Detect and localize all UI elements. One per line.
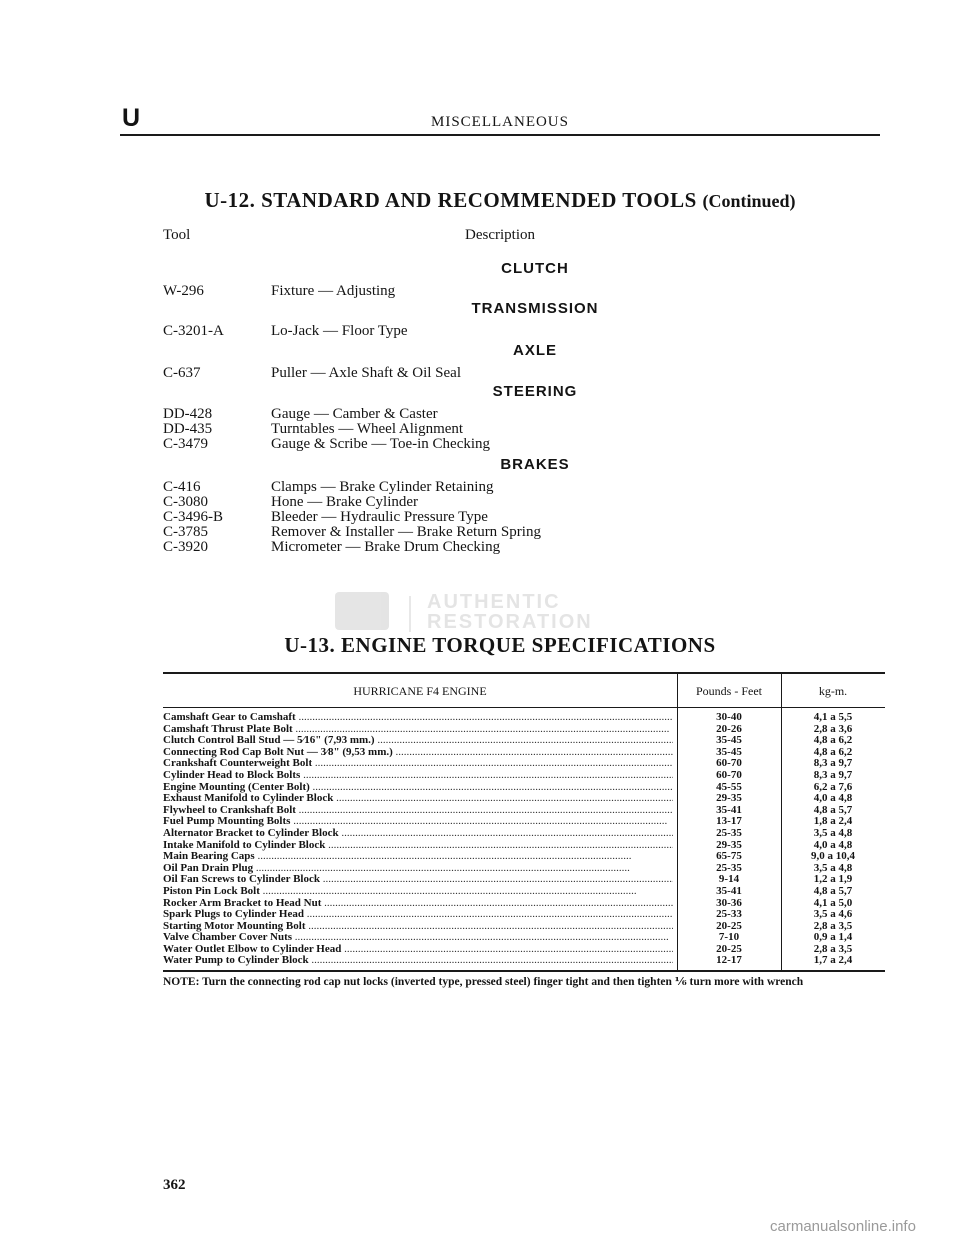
table-row (163, 863, 885, 875)
table-row (163, 782, 885, 794)
torque-pounds-feet: 35-41 (716, 803, 742, 816)
torque-spec-name: Main Bearing Caps ..... (163, 851, 673, 863)
section-letter: U (122, 104, 141, 132)
table-row (163, 874, 885, 886)
engine-column-header: HURRICANE F4 ENGINE (353, 684, 487, 698)
torque-pounds-feet: 25-33 (716, 908, 742, 921)
tool-description: Fixture — Adjusting (271, 283, 396, 299)
tool-code: C-637 (163, 365, 201, 381)
torque-spec-name: Oil Pan Drain Plug ..... (163, 863, 673, 875)
torque-spec-name: Piston Pin Lock Bolt ..... (163, 886, 673, 898)
tool-description: Hone — Brake Cylinder (271, 494, 419, 510)
tool-category-heading: CLUTCH (501, 260, 569, 277)
tool-code: DD-428 (163, 406, 213, 422)
torque-spec-name: Crankshaft Counterweight Bolt ..... (163, 758, 673, 770)
tool-code: C-3201-A (163, 323, 224, 339)
torque-kg-m: 1,2 a 1,9 (813, 873, 853, 886)
torque-kg-m: 2,8 a 3,5 (813, 942, 853, 955)
torque-pounds-feet: 30-36 (716, 896, 742, 909)
footer-watermark: carmanualsonline.info (770, 1218, 916, 1235)
torque-kg-m: 2,8 a 3,6 (813, 722, 853, 735)
torque-kg-m: 8,3 a 9,7 (813, 757, 853, 770)
table-row (163, 805, 885, 817)
tool-description: Remover & Installer — Brake Return Spring (271, 524, 541, 540)
table-row (163, 851, 885, 863)
torque-spec-name: Exhaust Manifold to Cylinder Block ..... (163, 793, 673, 805)
tool-code: C-416 (163, 479, 201, 495)
tool-code: C-3785 (163, 524, 208, 540)
torque-pounds-feet: 25-35 (716, 826, 742, 839)
torque-pounds-feet: 60-70 (716, 768, 742, 781)
tool-category-heading: STEERING (492, 383, 578, 400)
tool-description: Lo-Jack — Floor Type (271, 323, 408, 339)
torque-pounds-feet: 35-41 (716, 884, 742, 897)
torque-kg-m: 0,9 a 1,4 (813, 931, 853, 944)
header-title: MISCELLANEOUS (430, 114, 569, 130)
torque-spec-name: Intake Manifold to Cylinder Block ..... (163, 840, 673, 852)
torque-kg-m: 6,2 a 7,6 (813, 780, 853, 793)
table-row (163, 886, 885, 898)
page-number: 362 (163, 1177, 186, 1193)
torque-spec-name: Connecting Rod Cap Bolt Nut — 3⁄8" (9,53 mm.) ..... (163, 747, 673, 759)
table-row (163, 909, 885, 921)
torque-pounds-feet: 35-45 (716, 745, 742, 758)
torque-spec-name: Alternator Bracket to Cylinder Block ..... (163, 828, 673, 840)
torque-kg-m: 4,0 a 4,8 (813, 838, 853, 851)
tool-category-heading: BRAKES (500, 456, 570, 473)
torque-kg-m: 4,8 a 5,7 (813, 884, 853, 897)
tool-description: Micrometer — Brake Drum Checking (271, 539, 501, 555)
table-row (163, 932, 885, 944)
tool-description: Gauge — Camber & Caster (271, 406, 438, 422)
table-row (163, 898, 885, 910)
table-row (163, 840, 885, 852)
torque-pounds-feet: 20-25 (716, 919, 742, 932)
tools-title: U-12. STANDARD AND RECOMMENDED TOOLS (204, 188, 697, 212)
torque-pounds-feet: 25-35 (716, 861, 742, 874)
tool-description: Bleeder — Hydraulic Pressure Type (271, 509, 488, 525)
torque-pounds-feet: 20-25 (716, 942, 742, 955)
table-row (163, 921, 885, 933)
kg-column-header: kg-m. (818, 684, 848, 698)
torque-pounds-feet: 20-26 (716, 722, 742, 735)
torque-spec-name: Spark Plugs to Cylinder Head ..... (163, 909, 673, 921)
table-row (163, 747, 885, 759)
torque-spec-name: Camshaft Thrust Plate Bolt ..... (163, 724, 673, 736)
tool-description: Clamps — Brake Cylinder Retaining (271, 479, 494, 495)
torque-kg-m: 9,0 a 10,4 (811, 850, 855, 863)
table-row (163, 735, 885, 747)
tool-category-heading: AXLE (512, 342, 557, 359)
torque-kg-m: 1,7 a 2,4 (813, 954, 853, 967)
torque-spec-name: Rocker Arm Bracket to Head Nut ..... (163, 898, 673, 910)
page-header (120, 104, 880, 136)
torque-spec-name: Water Pump to Cylinder Block ..... (163, 955, 673, 967)
tool-category-heading: TRANSMISSION (471, 300, 599, 317)
table-row (163, 758, 885, 770)
torque-spec-name: Water Outlet Elbow to Cylinder Head ..... (163, 944, 673, 956)
torque-spec-name: Fuel Pump Mounting Bolts ..... (163, 816, 673, 828)
tool-code: C-3080 (163, 494, 208, 510)
table-row (163, 955, 885, 967)
tool-column-header: Tool (163, 227, 191, 243)
tools-section-title (120, 188, 880, 213)
torque-pounds-feet: 13-17 (716, 815, 742, 828)
description-column-header: Description (465, 227, 535, 243)
table-row (163, 712, 885, 724)
torque-table-body (163, 708, 885, 970)
torque-kg-m: 4,1 a 5,0 (813, 896, 853, 909)
tool-description: Gauge & Scribe — Toe-in Checking (271, 436, 491, 452)
torque-spec-name: Camshaft Gear to Camshaft ..... (163, 712, 673, 724)
torque-pounds-feet: 45-55 (716, 780, 742, 793)
torque-spec-name: Engine Mounting (Center Bolt) ..... (163, 782, 673, 794)
torque-section-title: U-13. ENGINE TORQUE SPECIFICATIONS (284, 633, 716, 657)
torque-kg-m: 1,8 a 2,4 (813, 815, 853, 828)
table-row (163, 944, 885, 956)
torque-pounds-feet: 9-14 (718, 873, 740, 886)
torque-kg-m: 4,8 a 5,7 (813, 803, 853, 816)
table-row (163, 770, 885, 782)
torque-kg-m: 4,8 a 6,2 (813, 745, 853, 758)
torque-kg-m: 4,0 a 4,8 (813, 792, 853, 805)
torque-pounds-feet: 12-17 (716, 954, 742, 967)
torque-table (163, 672, 885, 972)
pounds-column-header: Pounds - Feet (696, 684, 762, 698)
torque-kg-m: 3,5 a 4,8 (813, 826, 853, 839)
torque-pounds-feet: 65-75 (716, 850, 742, 863)
tool-code: C-3479 (163, 436, 208, 452)
table-row (163, 724, 885, 736)
torque-spec-name: Oil Fan Screws to Cylinder Block ..... (163, 874, 673, 886)
mopar-logo-icon (335, 592, 389, 630)
table-row (163, 816, 885, 828)
tool-code: C-3496-B (163, 509, 223, 525)
torque-kg-m: 4,1 a 5,5 (813, 711, 853, 723)
watermark-line1: AUTHENTIC (427, 591, 561, 613)
table-row (163, 793, 885, 805)
torque-pounds-feet: 60-70 (716, 757, 742, 770)
tool-code: W-296 (163, 283, 204, 299)
torque-pounds-feet: 29-35 (716, 838, 742, 851)
torque-spec-name: Cylinder Head to Block Bolts ..... (163, 770, 673, 782)
tool-code: DD-435 (163, 421, 213, 437)
torque-kg-m: 2,8 a 3,5 (813, 919, 853, 932)
torque-kg-m: 4,8 a 6,2 (813, 734, 853, 747)
tools-title-suffix: (Continued) (702, 191, 796, 211)
torque-pounds-feet: 29-35 (716, 792, 742, 805)
torque-spec-name: Flywheel to Crankshaft Bolt ..... (163, 805, 673, 817)
torque-spec-name: Valve Chamber Cover Nuts ..... (163, 932, 673, 944)
torque-pounds-feet: 30-40 (716, 711, 742, 723)
watermark-divider (409, 596, 411, 632)
table-row (163, 828, 885, 840)
watermark-line2: RESTORATION (427, 611, 593, 633)
torque-kg-m: 3,5 a 4,8 (813, 861, 853, 874)
torque-spec-name: Starting Motor Mounting Bolt ..... (163, 921, 673, 933)
watermark-text (427, 592, 593, 632)
tool-code: C-3920 (163, 539, 208, 555)
torque-note: NOTE: Turn the connecting rod cap nut locks (inverted type, pressed steel) finger tight and then tighten ⅙ turn more with wrench (163, 976, 804, 988)
torque-kg-m: 8,3 a 9,7 (813, 768, 853, 781)
torque-table-header (163, 674, 885, 708)
torque-pounds-feet: 7-10 (718, 931, 740, 944)
tool-description: Puller — Axle Shaft & Oil Seal (271, 365, 461, 381)
torque-pounds-feet: 35-45 (716, 734, 742, 747)
tool-description: Turntables — Wheel Alignment (271, 421, 464, 437)
torque-kg-m: 3,5 a 4,6 (813, 908, 853, 921)
torque-spec-name: Clutch Control Ball Stud — 5⁄16" (7,93 mm.) ..... (163, 735, 673, 747)
